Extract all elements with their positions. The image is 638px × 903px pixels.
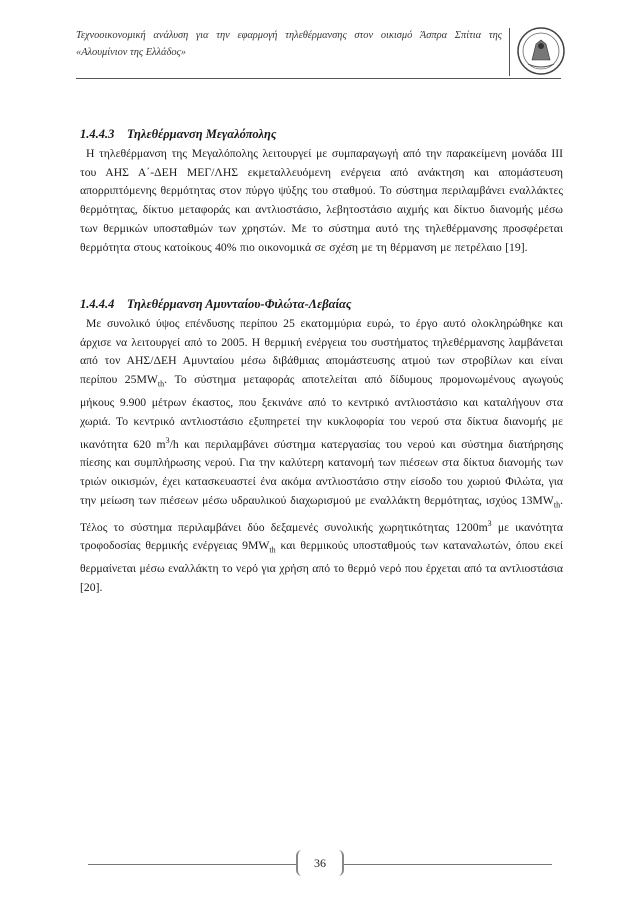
section-title: Τηλεθέρμανση Αμυνταίου-Φιλώτα-Λεβαίας bbox=[126, 297, 352, 311]
header-rule bbox=[76, 78, 561, 79]
section-number: 1.4.4.3 bbox=[80, 127, 115, 141]
body-text: /h και περιλαμβάνει σύστημα κατεργασίας του νερού και σύστημα διατήρησης πίεσης και συμπλήρωσης νερού. Για την καλύτερη κατανομή των πιέσεων στα δίκτυα διανομής των τριών οικισμών, έχει κατασκευαστεί ένα ακόμα αντλιοστάσιο στην είσοδο του χωριού Φιλώτα, για την μείωση των πιέσεων μέσω υδραυλικού διαχωρισμού με εναλλάκτη θερμότητας, ισχύος 13MW bbox=[80, 437, 563, 507]
section-amyntaio bbox=[80, 296, 563, 598]
footer-rule-right bbox=[344, 864, 552, 865]
section-number: 1.4.4.4 bbox=[80, 297, 115, 311]
body-text: . Τέλος το σύστημα περιλαμβάνει δύο δεξαμενές συνολικής χωρητικότητας 1200m bbox=[80, 493, 563, 534]
body-text: . Το σύστημα μεταφοράς αποτελείται από δίδυμους προμονωμένους αγωγούς μήκους 9.900 μέτρων έκαστος, που ξεκινάνε από το κεντρικό αντλιοστάσιο και καταλήγουν στα χωριά. Το κεντρικό αντλιοστάσιο εξυπηρετεί την κυκλοφορία του νερού στα δίκτυα διανομής με ικανότητα 620 m bbox=[80, 373, 563, 451]
subscript: th bbox=[269, 545, 276, 555]
subscript: th bbox=[553, 499, 561, 509]
section-body bbox=[80, 315, 563, 598]
header-divider-vertical bbox=[509, 28, 510, 76]
page-number: 36 bbox=[296, 850, 344, 876]
subscript: th bbox=[157, 379, 165, 389]
superscript: 3 bbox=[487, 518, 492, 528]
running-header: Τεχνοοικονομική ανάλυση για την εφαρμογή τηλεθέρμανσης στον οικισμό Άσπρα Σπίτια της «Αλουμίνιον της Ελλάδος» bbox=[76, 30, 502, 58]
university-seal-icon bbox=[516, 26, 566, 76]
section-megalopoli bbox=[80, 126, 563, 257]
section-heading bbox=[80, 126, 563, 143]
section-body: Η τηλεθέρμανση της Μεγαλόπολης λειτουργεί με συμπαραγωγή από την παρακείμενη μονάδα ΙΙΙ του ΑΗΣ Α΄-ΔΕΗ ΜΕΓ/ΛΗΣ εκμεταλλευόμενη ενέργεια από ανάκτηση και απομάστευση απορριπτόμενης θερμότητας στον πύργο ψύξης του σταθμού. Το σύστημα περιλαμβάνει εναλλάκτες θερμότητας, δίκτυο μεταφοράς και αντλιοστάσιο, λεβητοστάσιο αιχμής και δίκτυο διανομής μέσω των θερμικών υποσταθμών των χρηστών. Με το σύστημα αυτό της τηλεθέρμανσης προσφέρεται θερμότητα στους κατοίκους 40% πιο οικονομικά σε σχέση με τη θέρμανση με πετρέλαιο [19]. bbox=[80, 147, 563, 254]
body-text: με ικανότητα τροφοδοσίας θερμικής ενέργειας 9MW bbox=[80, 520, 563, 553]
section-title: Τηλεθέρμανση Μεγαλόπολης bbox=[126, 127, 277, 141]
section-heading bbox=[80, 296, 563, 313]
superscript: 3 bbox=[165, 435, 170, 445]
footer-rule-left bbox=[88, 864, 296, 865]
body-text: Με συνολικό ύψος επένδυσης περίπου 25 εκατομμύρια ευρώ, το έργο αυτό ολοκληρώθηκε και άρχισε να λειτουργεί από το 2005. Η θερμική ενέργεια του συστήματος τηλεθέρμανσης λαμβάνεται από τον ΑΗΣ/ΔΕΗ Αμυνταίου μέσω διβάθμιας απομάστευσης ατμού των στροβίλων και είναι περίπου 25MW bbox=[80, 317, 563, 387]
body-text: και θερμικούς υποσταθμούς των καταναλωτών, όπου εκεί θερμαίνεται μέσω εναλλάκτη το νερό για χρήση από το θερμό νερό που έρχεται από τα αντλιοστάσια [20]. bbox=[80, 539, 563, 594]
